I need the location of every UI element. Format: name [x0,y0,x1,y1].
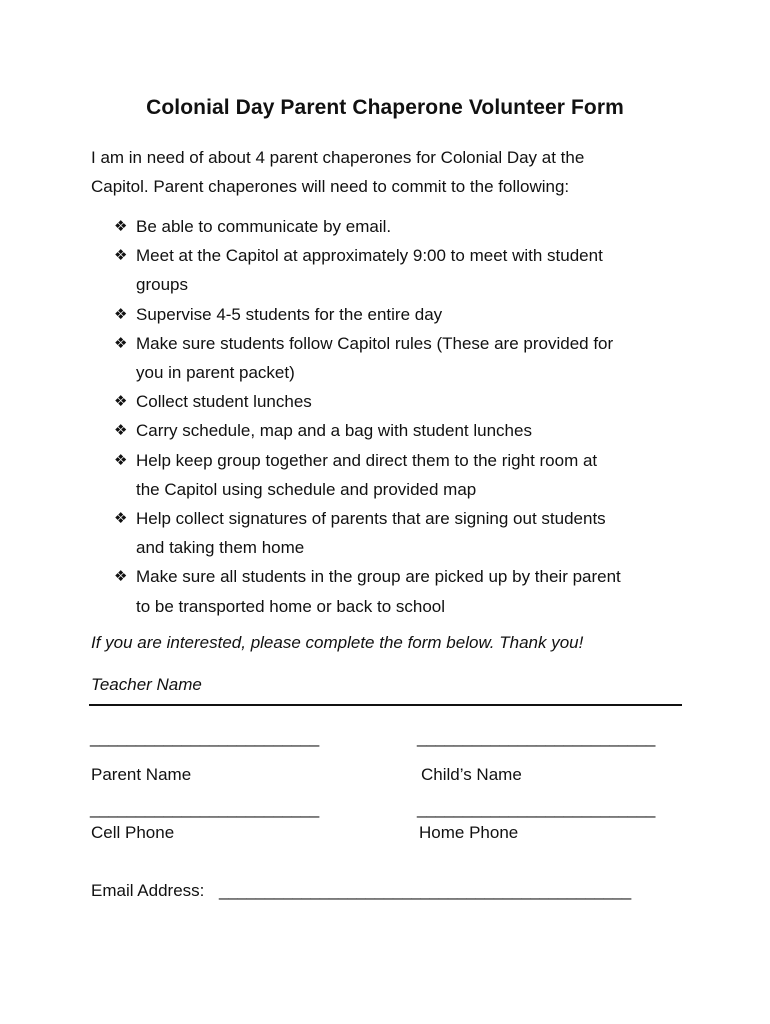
cell-phone-label: Cell Phone [91,823,175,842]
cell-phone-field[interactable]: _________________________ [90,799,319,818]
diamond-bullet-icon: ❖ [114,218,128,235]
intro-line-1: I am in need of about 4 parent chaperones for Colonial Day at the [91,148,585,167]
list-item: ❖ Help collect signatures of parents that are signing out students and taking them home [114,504,714,562]
intro-line-2: Capitol. Parent chaperones will need to commit to the following: [91,177,570,196]
intro-paragraph [91,143,691,201]
teacher-name-label: Teacher Name [91,675,202,694]
diamond-bullet-icon: ❖ [114,510,128,528]
diamond-bullet-icon: ❖ [114,247,128,265]
child-name-field[interactable]: __________________________ [417,728,656,747]
email-label: Email Address: [91,881,205,900]
teacher-name-field[interactable] [89,704,682,706]
diamond-bullet-icon: ❖ [114,422,128,440]
list-item: ❖ Make sure all students in the group are picked up by their parent to be transported home or back to school [114,562,714,620]
list-item: ❖ Be able to communicate by email. [114,212,714,241]
list-item: ❖ Meet at the Capitol at approximately 9:00 to meet with student groups [114,241,714,299]
list-item: ❖ Carry schedule, map and a bag with student lunches [114,416,714,445]
list-item: ❖ Collect student lunches [114,387,714,416]
email-field[interactable]: _____________________________________________ [219,881,631,900]
diamond-bullet-icon: ❖ [114,451,128,469]
diamond-bullet-icon: ❖ [114,334,128,352]
child-name-label: Child’s Name [421,765,522,784]
closing-note: If you are interested, please complete the form below. Thank you! [91,633,584,652]
requirements-list [114,212,714,621]
diamond-bullet-icon: ❖ [114,568,128,586]
form-title: Colonial Day Parent Chaperone Volunteer Form [146,96,624,119]
parent-name-field[interactable]: _________________________ [90,728,319,747]
list-item: ❖ Make sure students follow Capitol rules (These are provided for you in parent packet) [114,329,714,387]
home-phone-label: Home Phone [419,823,519,842]
parent-name-label: Parent Name [91,765,192,784]
diamond-bullet-icon: ❖ [114,305,128,323]
list-item: ❖ Help keep group together and direct them to the right room at the Capitol using schedule and provided map [114,446,714,504]
diamond-bullet-icon: ❖ [114,393,128,411]
home-phone-field[interactable]: __________________________ [417,799,656,818]
list-item: ❖ Supervise 4-5 students for the entire day [114,300,714,329]
